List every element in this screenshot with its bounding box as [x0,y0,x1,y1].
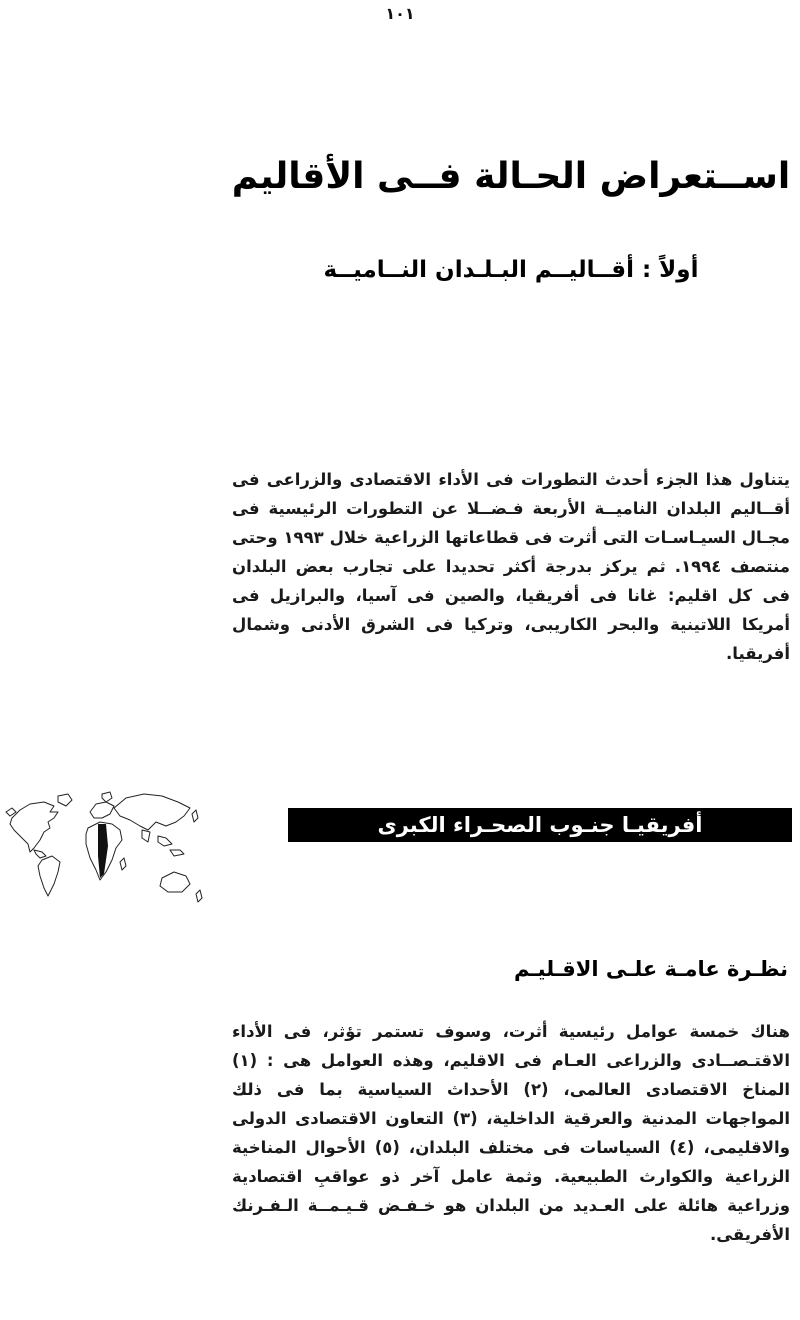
subtitle: أولاً : أقــاليــم البـلـدان النــاميــة [323,257,699,284]
world-map-icon [0,786,212,926]
section-paragraph: هناك خمسة عوامل رئيسية أثرت، وسوف تستمر تؤثر، فى الأداء الاقتـصــادى والزراعى العـام فى الاقليم، وهذه العوامل هى : (١) المناخ الاقتصادى العالمى، (٢) الأحداث السياسية بما فى ذلك المواجهات المدنية والعرقية الداخلية، (٣) التعاون الاقتصادى الدولى والاقليمى، (٤) السياسات فى مختلف البلدان، (٥) الأحوال المناخية الزراعية والكوارث الطبيعية. وثمة عامل آخر ذو عواقبِ اقتصادية وزراعية هائلة على العـديد من البلدان هو خـفـض قـيـمــة الـفـرنك الأفريقى. [232,1021,791,1244]
intro-paragraph: يتناول هذا الجزء أحدث التطورات فى الأداء الاقتصادى والزراعى فى أقــاليم البلدان الناميــة الأربعة فـضــلا عن التطورات الرئيسية فى مجـال السيـاسـات التى أثرت فى قطاعاتها الزراعية خلال ١٩٩٣ وحتى منتصف ١٩٩٤. ثم يركز بدرجة أكثر تحديدا على تجارب بعض البلدان فى كل اقليم: غانا فى أفريقيا، والصين فى آسيا، والبرازيل فى أمريكا اللاتينية والبحر الكاريبى، وتركيا فى الشرق الأدنى وشمال أفريقيا. [232,469,790,663]
page-number: ١٠١ [385,4,415,23]
page-title: اســتعراض الحـالة فــى الأقاليم [231,156,791,198]
world-map-image [0,786,212,926]
section-banner: أفريقيـا جنـوب الصحـراء الكبرى [288,808,792,842]
section-heading: نظـرة عامـة علـى الاقـليـم [514,957,788,981]
